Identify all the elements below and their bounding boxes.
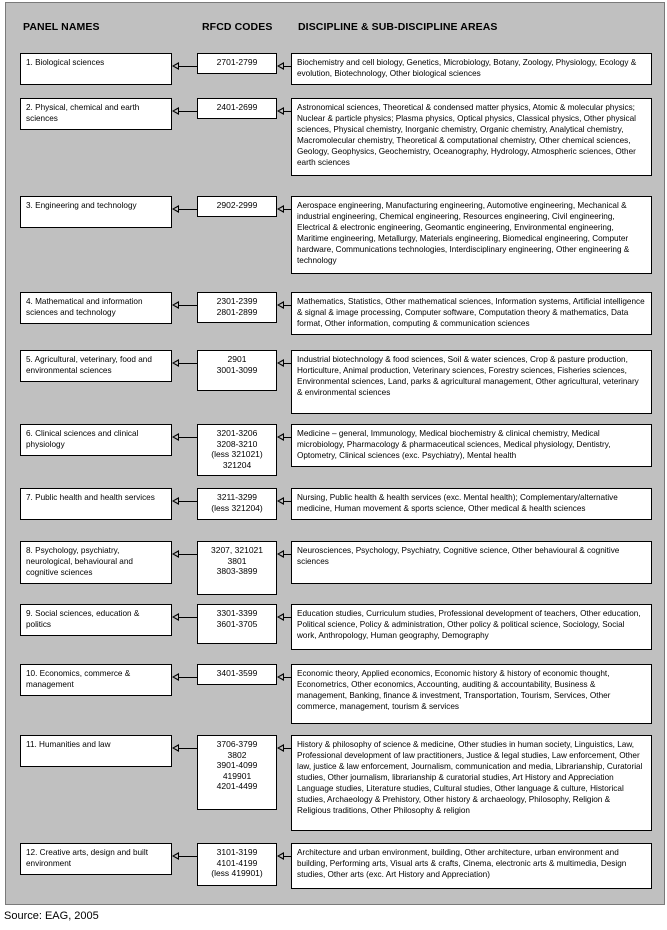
rfcd-code-box xyxy=(197,53,277,74)
arrowhead-icon xyxy=(277,62,284,70)
arrowhead-icon xyxy=(277,613,284,621)
discipline-box: Biochemistry and cell biology, Genetics, Microbiology, Botany, Zoology, Physiology, Ecology & evolution, Biotechnology, Other biological sciences xyxy=(291,53,652,85)
arrowhead-icon xyxy=(277,301,284,309)
rfcd-code: 3803-3899 xyxy=(216,566,258,576)
discipline-box: Mathematics, Statistics, Other mathematical sciences, Information systems, Artificial intelligence & signal & image processing, Computer software, Computation theory & mathematics, Data format, Other information, computing & communication sciences xyxy=(291,292,652,335)
discipline-box: Economic theory, Applied economics, Economic history & history of economic thought, Econometrics, Other economics, Accounting, auditing & accountability, Business & management, Banking, finance & investment, Transportation, Tourism, Services, Other commerce, management, tourism & services xyxy=(291,664,652,724)
arrowhead-icon xyxy=(172,550,179,558)
arrowhead-icon xyxy=(172,301,179,309)
rfcd-code-box xyxy=(197,98,277,119)
arrowhead-icon xyxy=(277,550,284,558)
rfcd-code-box xyxy=(197,843,277,886)
discipline-box: Aerospace engineering, Manufacturing engineering, Automotive engineering, Mechanical & industrial engineering, Chemical engineering, Resources engineering, Civil engineering, Electrical & electronic engineering, Geomantic engineering, Environmental engineering, Maritime engineering, Metallurgy, Materials engineering, Biomedical engineering, Computer hardware, Communications technologies, Interdisciplinary engineering, Other engineering & technology xyxy=(291,196,652,274)
rfcd-code: 3208-3210 xyxy=(216,438,258,449)
rfcd-code: 3802 xyxy=(227,749,247,760)
arrowhead-icon xyxy=(277,744,284,752)
discipline-box: Industrial biotechnology & food sciences, Soil & water sciences, Crop & pasture production, Horticulture, Animal production, Veterinary sciences, Forestry sciences, Fisheries sciences, Environmental sciences, Land, parks & agricultural management, Other agricultural, veterinary & environmental sciences xyxy=(291,350,652,414)
rfcd-code: (less 419901) xyxy=(211,868,263,878)
rfcd-code-box xyxy=(197,541,277,595)
rfcd-code-box xyxy=(197,292,277,323)
rfcd-code: 2801-2899 xyxy=(216,306,258,317)
discipline-box: Medicine – general, Immunology, Medical biochemistry & clinical chemistry, Medical microbiology, Pharmacology & pharmaceutical sciences, Medical physiology, Dentistry, Optometry, Clinical sciences (exc. Psychiatry), Mental health xyxy=(291,424,652,467)
rfcd-code: (less 321204) xyxy=(211,502,263,513)
arrowhead-icon xyxy=(172,107,179,115)
arrowhead-icon xyxy=(277,433,284,441)
panel-name-box: 4. Mathematical and information sciences and technology xyxy=(20,292,172,324)
arrowhead-icon xyxy=(277,852,284,860)
discipline-box: Astronomical sciences, Theoretical & condensed matter physics, Atomic & molecular physics; Nuclear & particle physics; Plasma physics, Optical physics, Classical physics, Other physical sciences, Physical chemistry, Inorganic chemistry, Organic chemistry, Analytical chemistry, Macromolecular chemistry, Theoretical & computational chemistry, Other chemical sciences, Geology, Geophysics, Geochemistry, Oceanography, Hydrology, Atmospheric sciences, Other earth sciences xyxy=(291,98,652,176)
rfcd-code: 3207, 321021 xyxy=(211,545,263,555)
panel-name-box: 6. Clinical sciences and clinical physiology xyxy=(20,424,172,456)
arrowhead-icon xyxy=(277,205,284,213)
rfcd-code-box xyxy=(197,424,277,476)
arrowhead-icon xyxy=(277,673,284,681)
rfcd-code: 321204 xyxy=(222,459,252,470)
arrowhead-icon xyxy=(172,433,179,441)
rfcd-code: 3801 xyxy=(227,555,247,566)
rfcd-code: 3401-3599 xyxy=(216,668,258,678)
rfcd-code-box xyxy=(197,488,277,520)
panel-name-box: 9. Social sciences, education & politics xyxy=(20,604,172,636)
arrowhead-icon xyxy=(172,673,179,681)
rfcd-code: 3101-3199 xyxy=(216,847,258,857)
rfcd-code: 2401-2699 xyxy=(216,102,258,112)
panel-name-box: 11. Humanities and law xyxy=(20,735,172,767)
panel-name-box: 7. Public health and health services xyxy=(20,488,172,520)
panel-name-box: 8. Psychology, psychiatry, neurological, behavioural and cognitive sciences xyxy=(20,541,172,584)
arrowhead-icon xyxy=(172,613,179,621)
panel-name-box: 12. Creative arts, design and built environment xyxy=(20,843,172,875)
rfcd-code: 419901 xyxy=(222,770,252,781)
rfcd-code-box xyxy=(197,196,277,217)
rfcd-code: 3901-4099 xyxy=(216,760,258,770)
header-discipline-areas: DISCIPLINE & SUB-DISCIPLINE AREAS xyxy=(298,21,498,33)
arrowhead-icon xyxy=(277,497,284,505)
rfcd-code: 3301-3399 xyxy=(216,608,258,618)
arrowhead-icon xyxy=(172,744,179,752)
rfcd-code: 3211-3299 xyxy=(216,492,258,502)
rfcd-code-box xyxy=(197,604,277,644)
rfcd-code: 2902-2999 xyxy=(216,200,258,210)
discipline-box: Neurosciences, Psychology, Psychiatry, Cognitive science, Other behavioural & cognitive sciences xyxy=(291,541,652,584)
discipline-box: Architecture and urban environment, building, Other architecture, urban environment and building, Performing arts, Visual arts & crafts, Cinema, electronic arts & multimedia, Design studies, Other arts (exc. Art History and Appreciation) xyxy=(291,843,652,889)
rfcd-code-box xyxy=(197,735,277,810)
rfcd-code: 2701-2799 xyxy=(216,57,258,67)
panel-name-box: 2. Physical, chemical and earth sciences xyxy=(20,98,172,130)
rfcd-code: 4101-4199 xyxy=(216,857,258,868)
discipline-box: Education studies, Curriculum studies, Professional development of teachers, Other education, Political science, Policy & administration, Other policy & political science, Sociology, Social work, Anthropology, Human geography, Demography xyxy=(291,604,652,650)
arrowhead-icon xyxy=(277,107,284,115)
panel-name-box: 3. Engineering and technology xyxy=(20,196,172,228)
rfcd-code: 3001-3099 xyxy=(216,364,258,375)
rfcd-code: 3706-3799 xyxy=(216,739,258,749)
header-rfcd-codes: RFCD CODES xyxy=(202,21,273,33)
rfcd-code-box xyxy=(197,664,277,685)
discipline-box: Nursing, Public health & health services (exc. Mental health); Complementary/alternative medicine, Human movement & sports science, Other medical & health sciences xyxy=(291,488,652,520)
arrowhead-icon xyxy=(277,359,284,367)
rfcd-code: 3201-3206 xyxy=(216,428,258,438)
arrowhead-icon xyxy=(172,852,179,860)
panel-name-box: 5. Agricultural, veterinary, food and environmental sciences xyxy=(20,350,172,382)
arrowhead-icon xyxy=(172,62,179,70)
rfcd-code: 4201-4499 xyxy=(216,781,258,791)
panel-name-box: 10. Economics, commerce & management xyxy=(20,664,172,696)
rfcd-code: 3601-3705 xyxy=(216,618,258,629)
header-panel-names: PANEL NAMES xyxy=(23,21,100,33)
arrowhead-icon xyxy=(172,205,179,213)
discipline-box: History & philosophy of science & medicine, Other studies in human society, Linguistics, Law, Professional development of law practitioners, Justice & legal studies, Law enforcement, Other law, justice & law enforcement, Journalism, communication and media, Librarianship, Curatorial studies, Other journalism, librarianship & curatorial studies, Art History and Appreciation Language studies, Literature studies, Cultural studies, Other language & culture, Historical studies, Archaeology & Prehistory, Other history & archaeology, Philosophy, Religion & Religious traditions, Other Philosophy & religion xyxy=(291,735,652,831)
arrowhead-icon xyxy=(172,497,179,505)
rfcd-code: (less 321021) xyxy=(211,449,263,459)
rfcd-code-box xyxy=(197,350,277,391)
source-note: Source: EAG, 2005 xyxy=(4,910,99,922)
rfcd-code: 2901 xyxy=(227,354,247,364)
rfcd-code: 2301-2399 xyxy=(216,296,258,306)
arrowhead-icon xyxy=(172,359,179,367)
panel-name-box: 1. Biological sciences xyxy=(20,53,172,85)
